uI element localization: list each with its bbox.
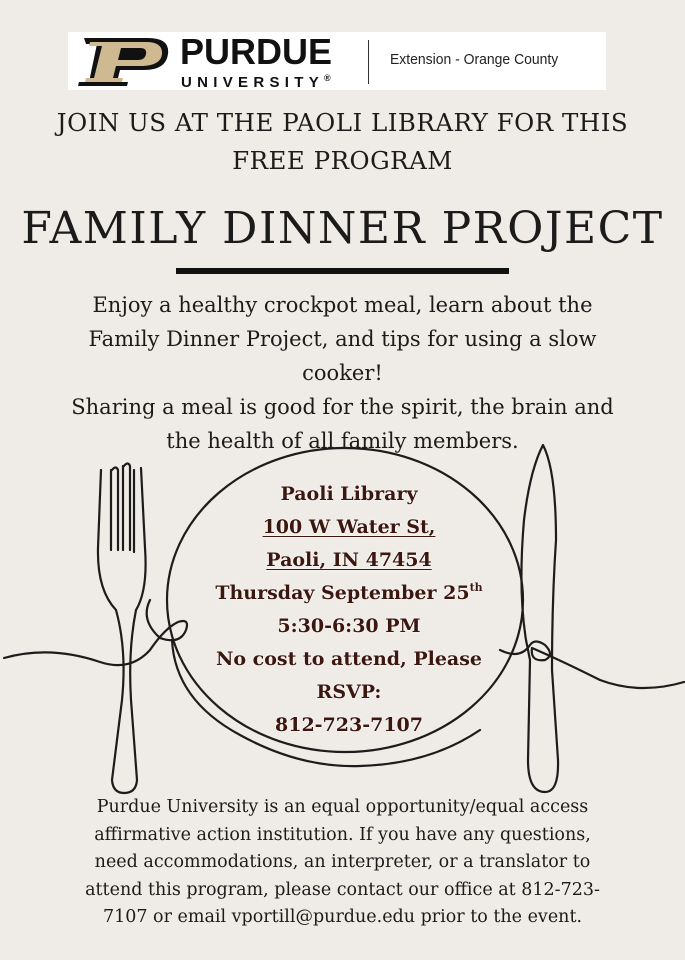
description-line: Family Dinner Project, and tips for using a slow [88, 327, 597, 351]
event-venue: Paoli Library [280, 483, 418, 505]
decorative-swirl-right [500, 642, 684, 689]
description-line: Sharing a meal is good for the spirit, the brain and [71, 395, 614, 419]
event-address-city[interactable]: Paoli, IN 47454 [266, 549, 432, 571]
purdue-wordmark: PURDUE [180, 31, 333, 72]
event-address-street[interactable]: 100 W Water St, [262, 516, 436, 538]
notice-line: need accommodations, an interpreter, or a translator to [94, 852, 591, 872]
equal-opportunity-notice [40, 794, 645, 932]
page-title: FAMILY DINNER PROJECT [21, 203, 664, 254]
description-line: Enjoy a healthy crockpot meal, learn about the [92, 293, 593, 317]
event-cost: No cost to attend, Please [215, 648, 483, 670]
notice-line: 7107 or email vportill@purdue.edu prior to the event. [102, 907, 583, 927]
extension-label: Extension - Orange County [390, 51, 559, 68]
description-line: cooker! [302, 361, 383, 385]
heading-line: JOIN US AT THE PAOLI LIBRARY FOR THIS [56, 108, 629, 137]
event-details [172, 478, 526, 742]
notice-line: Purdue University is an equal opportunity/equal access [96, 797, 589, 817]
event-time: 5:30-6:30 PM [277, 615, 421, 637]
fork-icon [98, 464, 146, 794]
notice-line: affirmative action institution. If you have any questions, [94, 824, 591, 845]
notice-line: attend this program, please contact our office at 812-723- [85, 879, 600, 900]
event-phone[interactable]: 812-723-7107 [275, 714, 423, 736]
knife-icon [521, 445, 558, 792]
decorative-swirl-left [4, 600, 187, 665]
heading-line: FREE PROGRAM [232, 146, 453, 175]
university-wordmark: UNIVERSITY® [181, 73, 331, 91]
description-line: the health of all family members. [166, 429, 519, 453]
event-rsvp-label: RSVP: [316, 681, 382, 703]
event-date: Thursday September 25th [215, 581, 483, 604]
